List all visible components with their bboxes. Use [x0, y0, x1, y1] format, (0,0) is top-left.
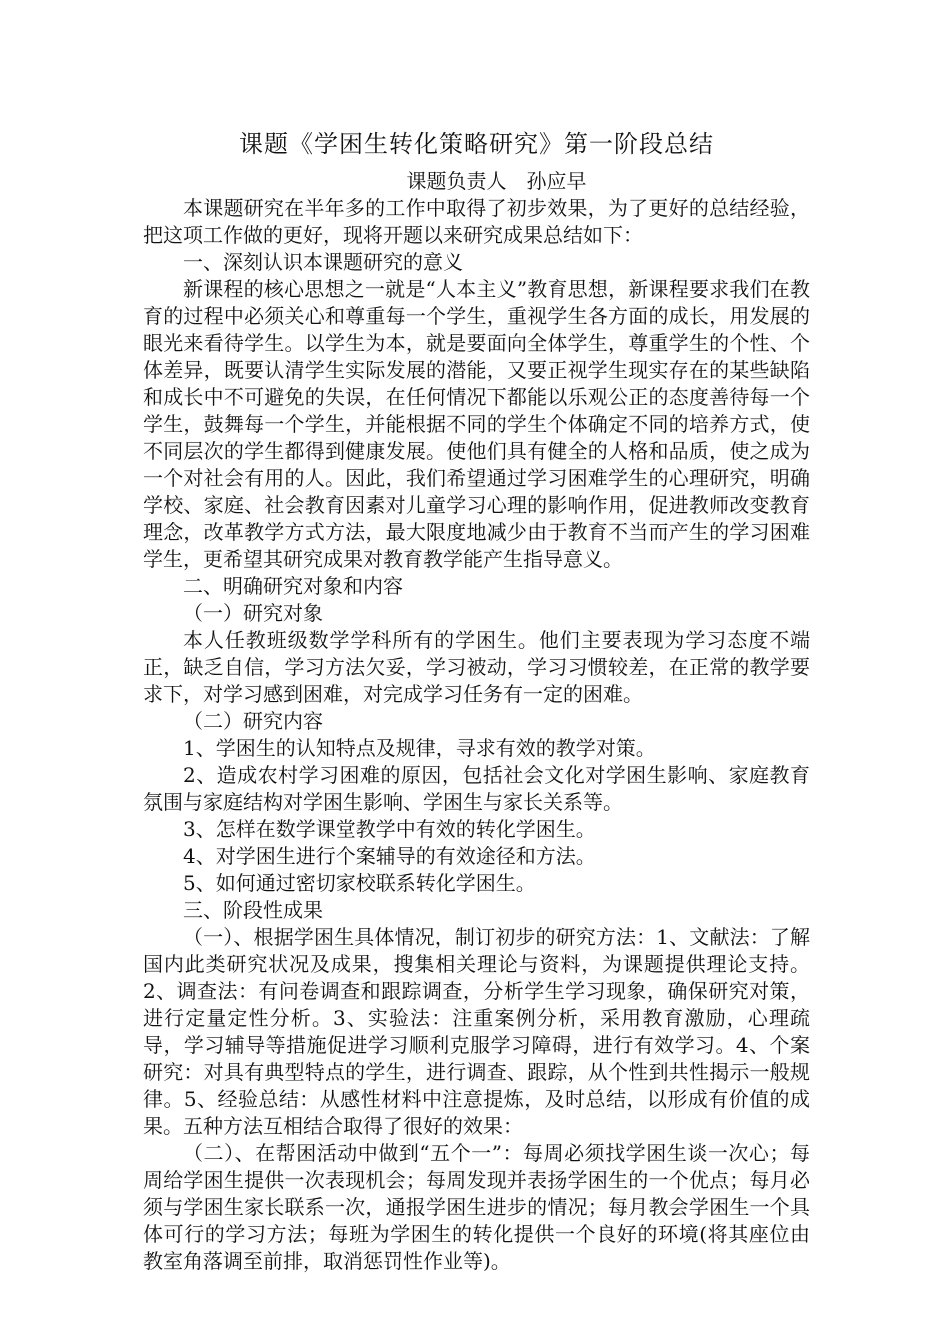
section-1-body: 新课程的核心思想之一就是“人本主义”教育思想，新课程要求我们在教育的过程中必须关心和尊重每一个学生，重视学生各方面的成长，用发展的眼光来看待学生。以学生为本，就是要面向全体学生，尊重学生的个性、个体差异，既要认清学生实际发展的潜能，又要正视学生现实存在的某些缺陷和成长中不可避免的失误，在任何情况下都能以乐观公正的态度善待每一个学生，鼓舞每一个学生，并能根据不同的学生个体确定不同的培养方式，使不同层次的学生都得到健康发展。使他们具有健全的人格和品质，使之成为一个对社会有用的人。因此，我们希望通过学习困难学生的心理研究，明确学校、家庭、社会教育因素对儿童学习心理的影响作用，促进教师改变教育理念，改革教学方式方法，最大限度地减少由于教育不当而产生的学习困难学生，更希望其研究成果对教育教学能产生指导意义。 — [143, 277, 810, 571]
results-paragraph-2: （二）、在帮困活动中做到“五个一”：每周必须找学困生谈一次心；每周给学困生提供一次表现机会；每周发现并表扬学困生的一个优点；每月必须与学困生家长联系一次，通报学困生进步的情况；每月教会学困生一个具体可行的学习方法；每班为学困生的转化提供一个良好的环境(将其座位由教室角落调至前排，取消惩罚性作业等)。 — [143, 1141, 810, 1273]
research-objects-body: 本人任教班级数学学科所有的学困生。他们主要表现为学习态度不端正，缺乏自信，学习方法欠妥，学习被动，学习习惯较差，在正常的教学要求下，对学习感到困难，对完成学习任务有一定的困难。 — [143, 628, 810, 706]
document-byline: 课题负责人 孙应早 — [406, 169, 587, 193]
research-content-item: 1、学困生的认知特点及规律，寻求有效的教学对策。 — [183, 736, 656, 760]
document-page — [143, 128, 810, 1275]
intro-paragraph: 本课题研究在半年多的工作中取得了初步效果，为了更好的总结经验，把这项工作做的更好，现将开题以来研究成果总结如下： — [143, 196, 810, 247]
section-heading-1: 一、深刻认识本课题研究的意义 — [183, 250, 463, 274]
subsection-heading-research-content: （二）研究内容 — [183, 709, 323, 733]
research-content-item: 4、对学困生进行个案辅导的有效途径和方法。 — [183, 844, 596, 868]
results-paragraph-1: （一）、根据学困生具体情况，制订初步的研究方法：1、文献法：了解国内此类研究状况及成果，搜集相关理论与资料，为课题提供理论支持。2、调查法：有问卷调查和跟踪调查，分析学生学习现象，确保研究对策，进行定量定性分析。3、实验法：注重案例分析，采用教育激励，心理疏导，学习辅导等措施促进学习顺利克服学习障碍，进行有效学习。4、个案研究：对具有典型特点的学生，进行调查、跟踪，从个性到共性揭示一般规律。5、经验总结：从感性材料中注意提炼，及时总结，以形成有价值的成果。五种方法互相结合取得了很好的效果： — [143, 925, 810, 1138]
document-title: 课题《学困生转化策略研究》第一阶段总结 — [239, 130, 714, 158]
section-heading-3: 三、阶段性成果 — [183, 898, 323, 922]
research-content-item: 2、造成农村学习困难的原因，包括社会文化对学困生影响、家庭教育氛围与家庭结构对学困生影响、学困生与家长关系等。 — [143, 763, 810, 814]
subsection-heading-research-objects: （一）研究对象 — [183, 601, 323, 625]
section-heading-2: 二、明确研究对象和内容 — [183, 574, 403, 598]
research-content-item: 3、怎样在数学课堂教学中有效的转化学困生。 — [183, 817, 596, 841]
research-content-item: 5、如何通过密切家校联系转化学困生。 — [183, 871, 536, 895]
